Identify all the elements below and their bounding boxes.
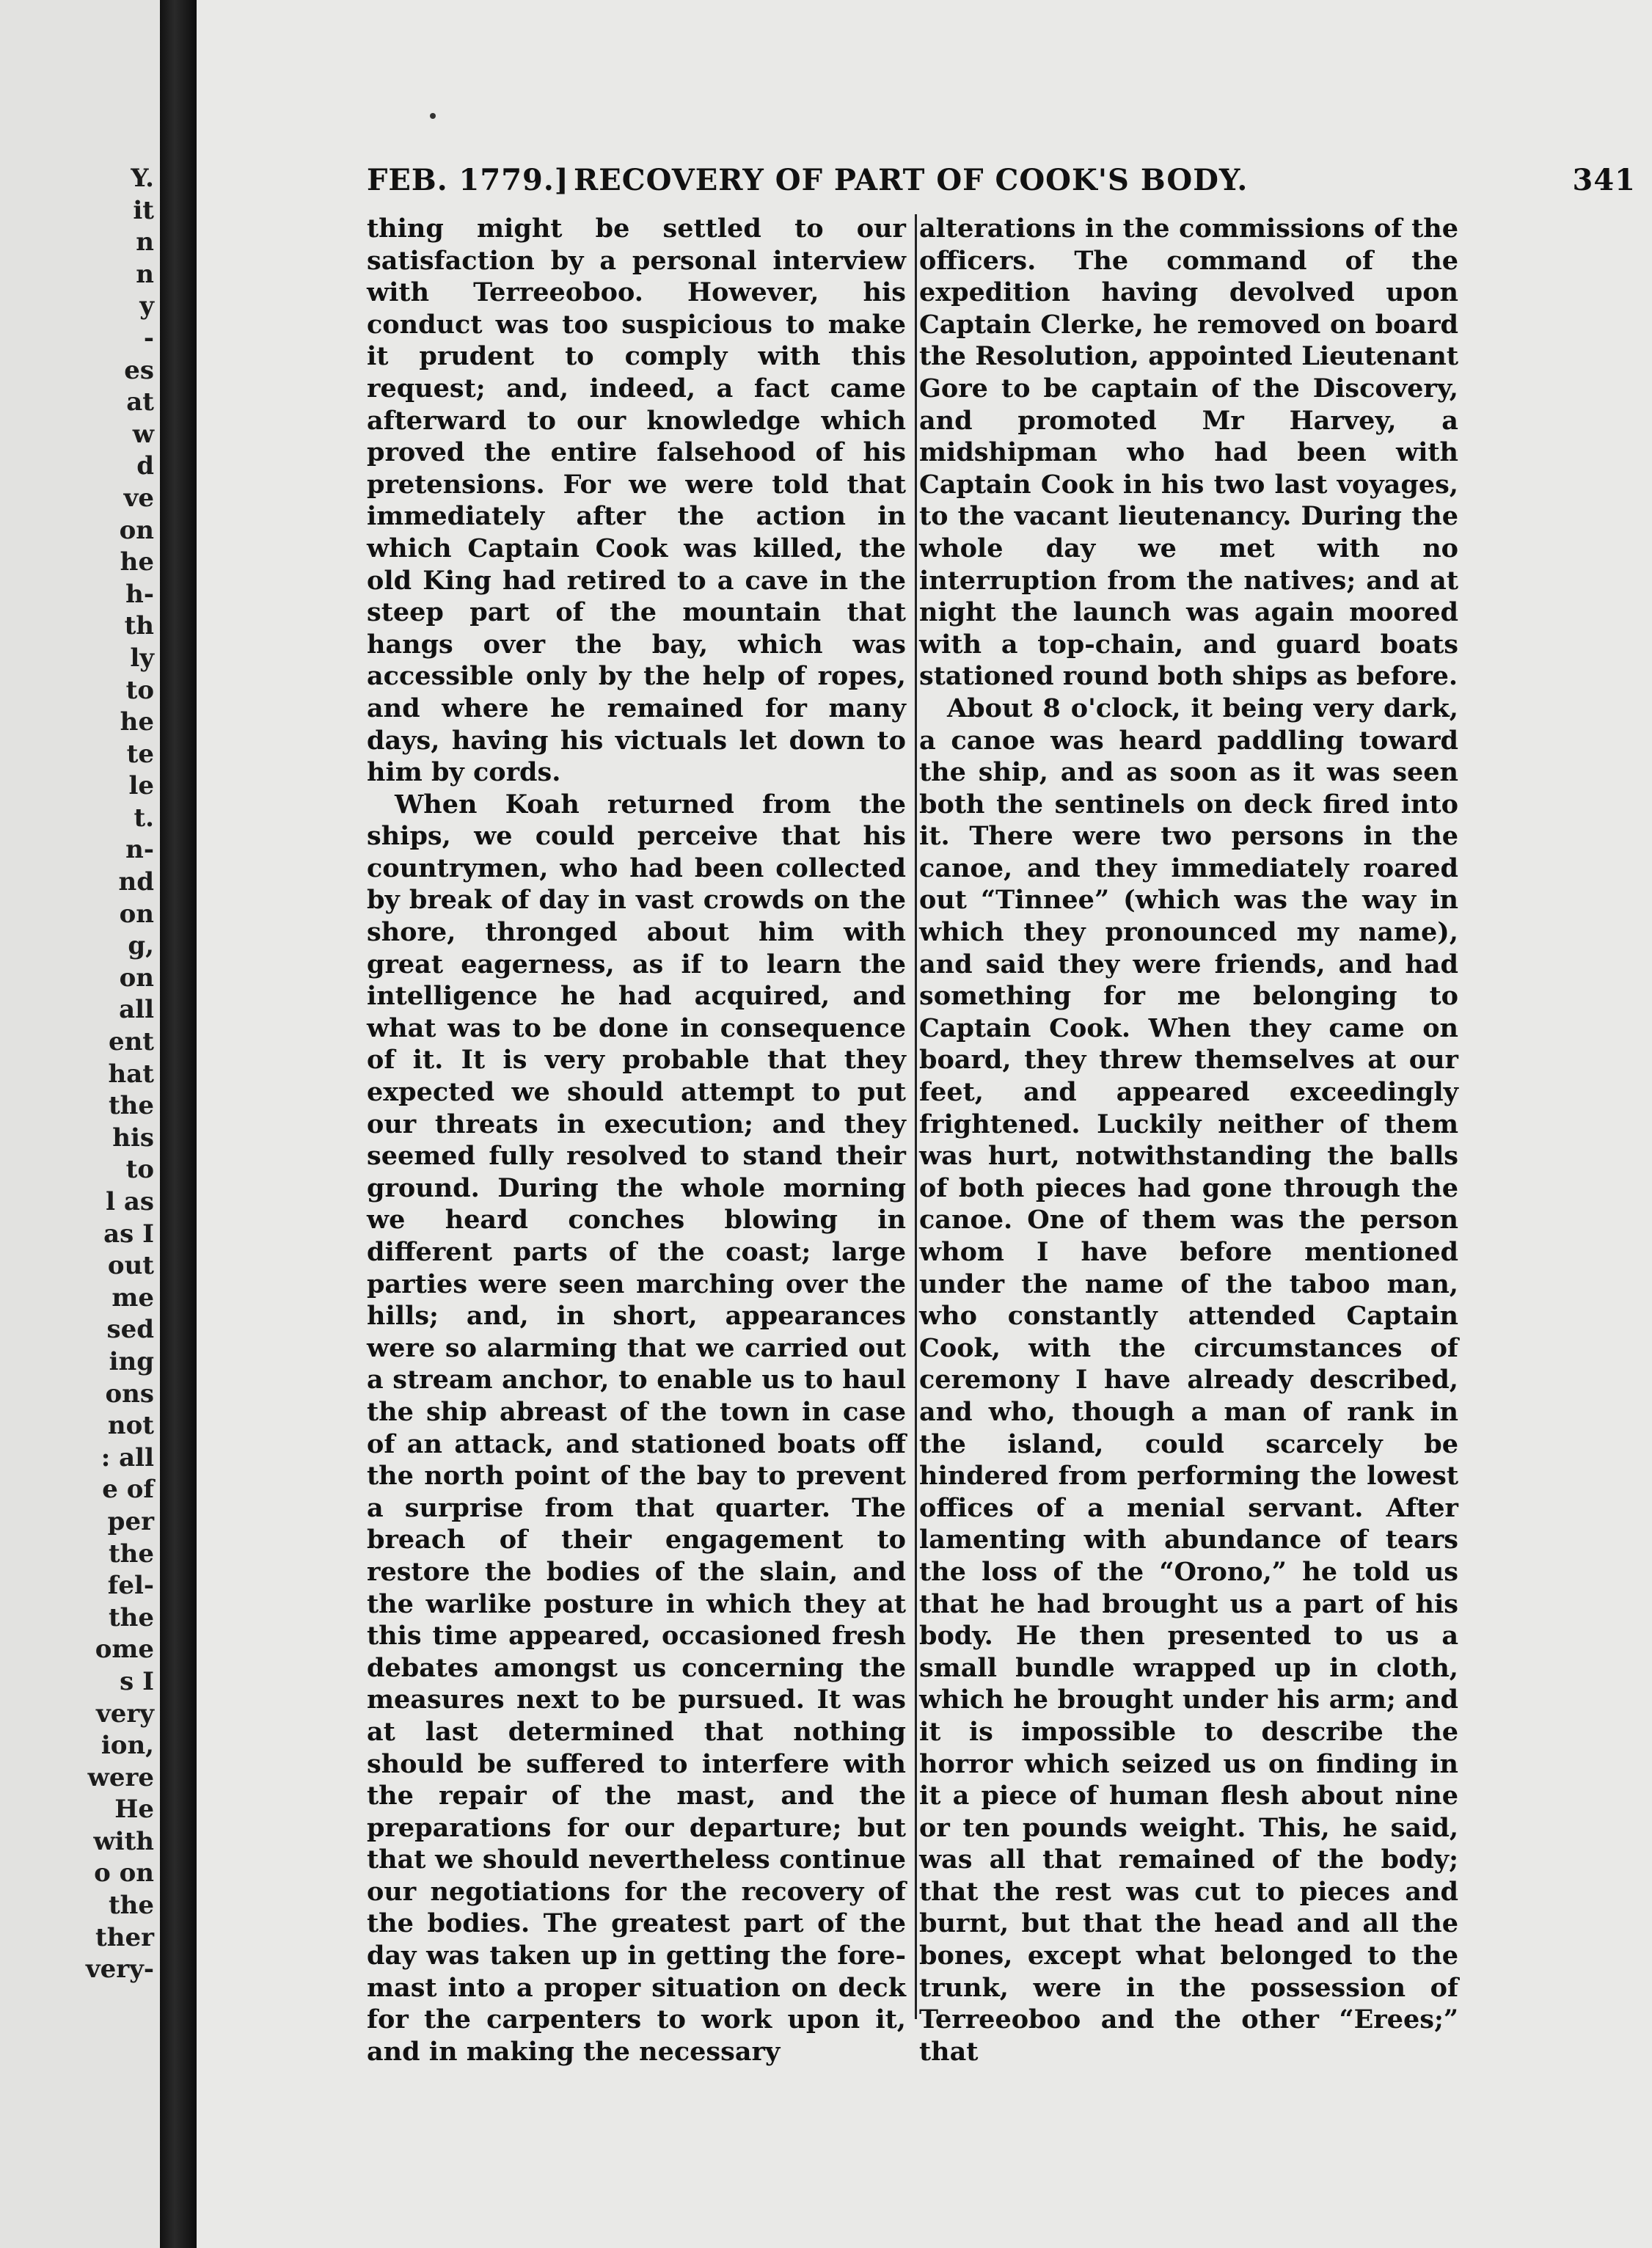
facing-line: to — [125, 1155, 154, 1185]
facing-line: the — [108, 1891, 154, 1921]
facing-line: ion, — [100, 1731, 154, 1761]
page-number: 341 — [1572, 163, 1636, 197]
facing-line: at — [126, 387, 154, 417]
ink-speck — [430, 113, 436, 119]
facing-line: the — [108, 1602, 154, 1632]
facing-line: le — [128, 771, 154, 801]
facing-line: very- — [85, 1955, 154, 1985]
paragraph: About 8 o'clock, it being very dark, a canoe was heard paddling toward the ship, and as soon as it was seen both the sentinels on deck fired into it. There were two persons in the canoe, and they immediately roared out “Tinnee” (which was the way in which they pronounced my name), and said they were friends, and had something for me belonging to Captain Cook. When they came on board, they threw themselves at our feet, and appeared exceedingly frightened. Luckily neither of them was hurt, notwithstanding the balls of both pieces had gone through the canoe. One of them was the person whom I have before mentioned under the name of the taboo man, who constantly attended Captain Cook, with the circumstances of ceremony I have already described, and who, though a man of rank in the island, could scarcely be hindered from performing the lowest offices of a menial servant. After lamenting with abundance of tears the loss of the “Orono,” he told us that he had brought us a part of his body. He then presented to us a small bundle wrapped up in cloth, which he brought under his arm; and it is impossible to describe the horror which seized us on finding in it a piece of human flesh about nine or ten pounds weight. This, he said, was all that remained of the body; that the rest was cut to pieces and burnt, but that the head and all the bones, except what belonged to the trunk, were in the possession of Terreeoboo and the other “Erees;” that — [919, 693, 1458, 2067]
facing-line: per — [107, 1506, 154, 1536]
facing-line: all — [119, 995, 154, 1025]
facing-line: ome — [95, 1635, 154, 1665]
book-gutter — [160, 0, 197, 2248]
facing-line: es — [124, 355, 154, 385]
facing-line: s I — [120, 1666, 154, 1696]
right-column — [919, 213, 1458, 2068]
facing-line: he — [120, 547, 154, 577]
facing-line: d — [136, 451, 154, 481]
facing-line: out — [107, 1251, 154, 1281]
running-header — [367, 163, 1636, 207]
facing-line: very — [95, 1698, 154, 1729]
facing-line: his — [112, 1123, 154, 1153]
left-column — [367, 213, 906, 2068]
facing-line: e of — [102, 1475, 154, 1505]
facing-line: n — [136, 259, 154, 289]
facing-line: o on — [94, 1858, 154, 1888]
facing-line: y — [139, 291, 154, 321]
facing-line: sed — [106, 1315, 154, 1345]
header-title: RECOVERY OF PART OF COOK'S BODY. — [574, 163, 1249, 197]
facing-line: ly — [130, 643, 154, 673]
facing-line: n- — [125, 835, 154, 865]
facing-line: to — [125, 675, 154, 705]
facing-line: He — [114, 1795, 154, 1825]
facing-line: nd — [118, 867, 154, 897]
facing-line: the — [108, 1091, 154, 1121]
header-date: FEB. 1779.] — [367, 163, 569, 197]
facing-line: the — [108, 1539, 154, 1569]
facing-line: on — [119, 515, 154, 545]
facing-page-fragment — [0, 0, 160, 2248]
facing-line: Y. — [131, 164, 154, 193]
facing-line: ve — [123, 483, 154, 513]
paragraph: alterations in the commissions of the officers. The command of the expedition having devolved upon Captain Clerke, he removed on board the Resolution, appointed Lieutenant Gore to be captain of the Discovery, and promoted Mr Harvey, a midshipman who had been with Captain Cook in his two last voyages, to the vacant lieutenancy. During the whole day we met with no interruption from the natives; and at night the launch was again moored with a top-chain, and guard boats stationed round both ships as before. — [919, 214, 1458, 692]
facing-line: th — [124, 611, 154, 641]
book-page — [197, 0, 1652, 2248]
facing-line: fel- — [107, 1571, 154, 1601]
facing-line: : all — [100, 1442, 154, 1472]
paragraph: When Koah returned from the ships, we could perceive that his countrymen, who had been collected by break of day in vast crowds on the shore, thronged about him with great eagerness, as if to learn the intelligence he had acquired, and what was to be done in consequence of it. It is very probable that they expected we should attempt to put our threats in execution; and they seemed fully resolved to stand their ground. During the whole morning we heard conches blowing in different parts of the coast; large parties were seen marching over the hills; and, in short, appearances were so alarming that we carried out a stream anchor, to enable us to haul the ship abreast of the town in case of an attack, and stationed boats off the north point of the bay to prevent a surprise from that quarter. The breach of their engagement to restore the bodies of the slain, and the warlike posture in which they at this time appeared, occasioned fresh debates amongst us concerning the measures next to be pursued. It was at last determined that nothing should be suffered to interfere with the repair of the mast, and the preparations for our departure; but that we should nevertheless continue our negotiations for the recovery of the bodies. The greatest part of the day was taken up in getting the fore-mast into a proper situation on deck for the carpenters to work upon it, and in making the necessary — [367, 789, 906, 2067]
facing-line: ons — [105, 1379, 154, 1409]
facing-line: h- — [125, 579, 154, 609]
facing-line: with — [93, 1826, 154, 1856]
facing-line: me — [112, 1282, 154, 1313]
facing-line: l as — [106, 1187, 154, 1216]
paragraph: thing might be settled to our satisfaction by a personal interview with Terreeoboo. However, his conduct was too suspicious to make it prudent to comply with this request; and, indeed, a fact came afterward to our knowledge which proved the entire falsehood of his pretensions. For we were told that immediately after the action in which Captain Cook was killed, the old King had retired to a cave in the steep part of the mountain that hangs over the bay, which was accessible only by the help of ropes, and where he remained for many days, having his victuals let down to him by cords. — [367, 214, 906, 788]
facing-line: n — [136, 227, 154, 258]
facing-line: ent — [108, 1027, 154, 1057]
facing-line: - — [143, 323, 154, 353]
facing-line: hat — [108, 1059, 154, 1089]
facing-line: ther — [95, 1922, 154, 1952]
facing-line: were — [87, 1762, 154, 1792]
facing-line: ing — [109, 1346, 154, 1376]
facing-line: it — [133, 195, 154, 225]
facing-page-text — [86, 163, 154, 1986]
facing-line: t. — [134, 803, 154, 833]
facing-line: w — [132, 419, 154, 449]
facing-line: not — [107, 1411, 154, 1441]
facing-line: he — [120, 707, 154, 737]
facing-line: g, — [128, 931, 154, 961]
facing-line: on — [119, 899, 154, 929]
column-divider — [915, 214, 917, 2019]
facing-line: te — [126, 739, 154, 769]
facing-line: as I — [103, 1219, 154, 1249]
facing-line: on — [119, 963, 154, 993]
